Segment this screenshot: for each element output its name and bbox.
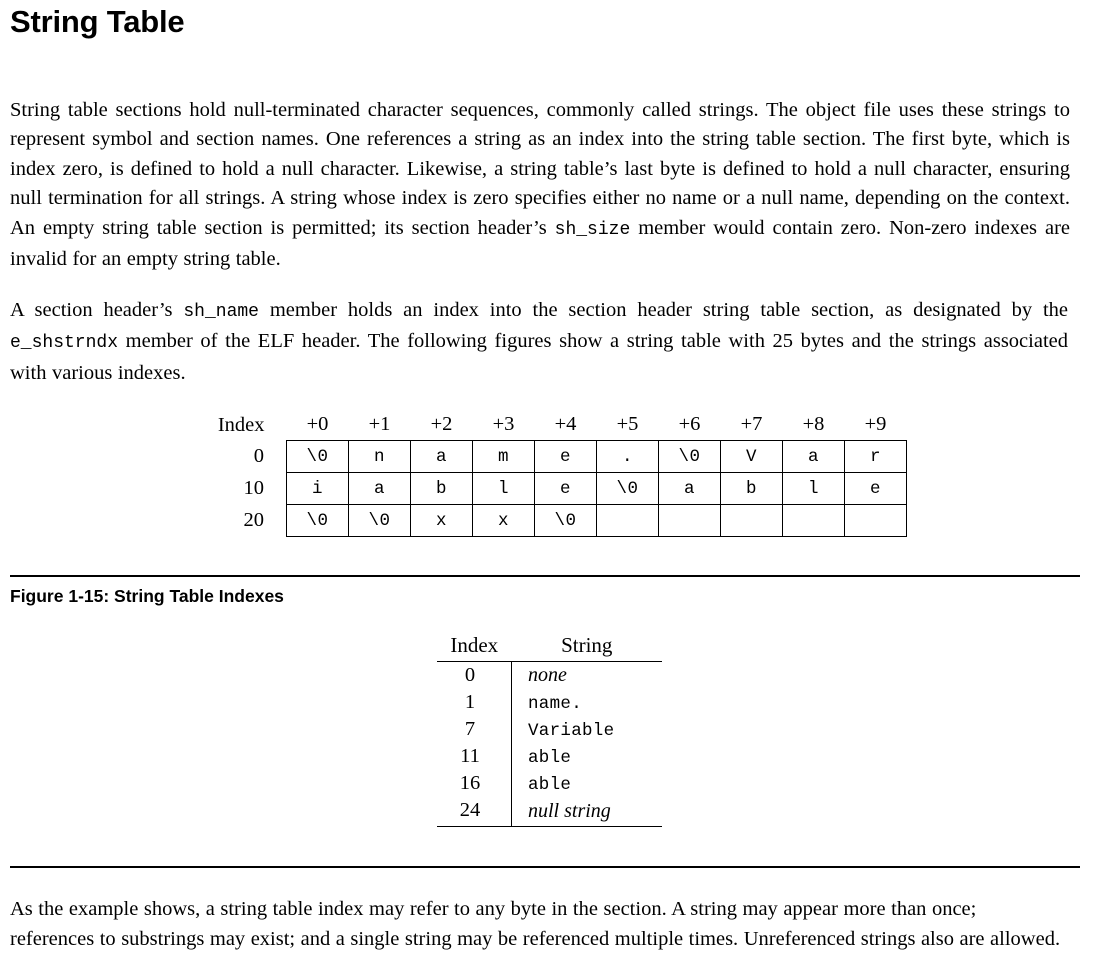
byte-cell-2-6 [659,505,721,537]
byte-cell-2-3: x [473,505,535,537]
byte-cell-1-8: l [783,473,845,505]
string-row-index-0: 0 [464,664,476,687]
closing-paragraph: As the example shows, a string table index may refer to any byte in the section. A string may appear more than once; references to substrings may exist; and a single string may be referenced multiple times. Unreferenced strings also are allowed. [10,898,1061,950]
byte-cell-1-9: e [845,473,907,505]
byte-cell-0-5: . [597,441,659,473]
string-row-index-2: 7 [464,718,476,741]
string-row-value-2 [512,716,663,743]
string-row-index-3: 11 [460,745,480,768]
string-value-text: able [528,775,572,796]
byte-cell-0-2: a [411,441,473,473]
byte-grid-row-label-10: 10 [243,477,264,500]
string-row-value-3 [512,743,663,770]
byte-grid-table [200,410,907,537]
byte-cell-2-9 [845,505,907,537]
string-table-index-header: Index [437,633,512,662]
string-row-value-1 [512,689,663,716]
figure-divider-bottom [10,866,1080,868]
byte-cell-0-9: r [845,441,907,473]
second-text-part-2: member holds an index into the section header string table section, as designated by the [259,298,1068,321]
byte-cell-2-7 [721,505,783,537]
byte-cell-0-8: a [783,441,845,473]
string-index-figure [10,633,1097,827]
table-row [200,505,907,537]
byte-grid-col-header-0: +0 [306,413,329,436]
string-row-index-4: 16 [459,772,481,795]
byte-grid-col-header-2: +2 [430,413,453,436]
table-row [437,797,662,827]
table-row [437,662,662,690]
byte-grid-col-header-9: +9 [864,413,887,436]
code-sh-name: sh_name [183,301,259,322]
table-row [437,743,662,770]
string-row-value-0 [512,662,663,690]
code-sh-size: sh_size [554,219,631,240]
table-row [437,770,662,797]
byte-cell-1-5: \0 [597,473,659,505]
byte-grid-col-header-8: +8 [802,413,825,436]
code-e-shstrndx: e_shstrndx [10,333,119,354]
string-row-value-5 [512,797,663,827]
byte-cell-1-4: e [535,473,597,505]
string-row-index-1: 1 [464,691,476,714]
byte-cell-0-4: e [535,441,597,473]
byte-cell-0-0: \0 [287,441,349,473]
string-table-header-row [437,633,662,662]
intro-text-part-2: member would contain zero. Non-zero indexes are invalid for an empty string table. [10,216,1070,271]
byte-cell-1-7: b [721,473,783,505]
byte-grid-head [200,410,907,441]
table-row [200,473,907,505]
figure-caption: Figure 1-15: String Table Indexes [10,586,284,607]
byte-cell-1-1: a [349,473,411,505]
byte-cell-2-2: x [411,505,473,537]
table-row [437,689,662,716]
byte-cell-2-5 [597,505,659,537]
byte-grid-header-row [200,410,907,441]
byte-grid-col-header-6: +6 [678,413,701,436]
intro-text-part-1: String table sections hold null-terminated character sequences, commonly called strings. The object file uses these strings to represent symbol and section names. One references a string as an index into the string table section. The first byte, which is index zero, is defined to hold a null character. Likewise, a string table’s last byte is defined to hold a null character, ensuring null termination for all strings. A string whose index is zero specifies either no name or a null name, depending on the context. An empty string table section is permitted; its section header’s [10,98,1070,239]
figure-divider-top [10,575,1080,577]
byte-cell-2-8 [783,505,845,537]
string-value-text: none [528,664,567,687]
byte-grid-figure [10,410,1097,537]
string-row-value-4 [512,770,663,797]
page-title: String Table [10,4,185,39]
byte-grid-col-header-1: +1 [368,413,391,436]
byte-cell-0-1: n [349,441,411,473]
byte-cell-1-3: l [473,473,535,505]
string-value-text: able [528,748,572,769]
byte-grid-col-header-3: +3 [492,413,515,436]
string-table-body [437,662,662,827]
string-value-text: Variable [528,721,615,742]
byte-grid-index-header: Index [217,413,265,436]
table-row [200,441,907,473]
string-table-head [437,633,662,662]
table-row [437,716,662,743]
byte-grid-col-header-4: +4 [554,413,577,436]
string-value-text: name. [528,694,583,715]
byte-cell-0-7: V [721,441,783,473]
section-header-paragraph [10,296,1068,389]
intro-paragraph [10,96,1070,275]
byte-cell-2-4: \0 [535,505,597,537]
byte-cell-2-0: \0 [287,505,349,537]
byte-grid-body [200,441,907,537]
byte-cell-0-3: m [473,441,535,473]
string-value-text: null string [528,800,611,823]
string-index-table [437,633,662,827]
byte-grid-row-label-0: 0 [253,445,264,468]
string-table-string-header: String [512,633,663,662]
second-text-part-3: member of the ELF header. The following figures show a string table with 25 bytes and the strings associated with various indexes. [10,330,1068,384]
byte-grid-col-header-7: +7 [740,413,763,436]
string-row-index-5: 24 [437,797,512,827]
second-text-part-1: A section header’s [10,298,184,321]
byte-cell-1-0: i [287,473,349,505]
byte-cell-1-2: b [411,473,473,505]
byte-cell-2-1: \0 [349,505,411,537]
byte-grid-col-header-5: +5 [616,413,639,436]
byte-grid-row-label-20: 20 [243,509,264,532]
byte-cell-1-6: a [659,473,721,505]
byte-cell-0-6: \0 [659,441,721,473]
